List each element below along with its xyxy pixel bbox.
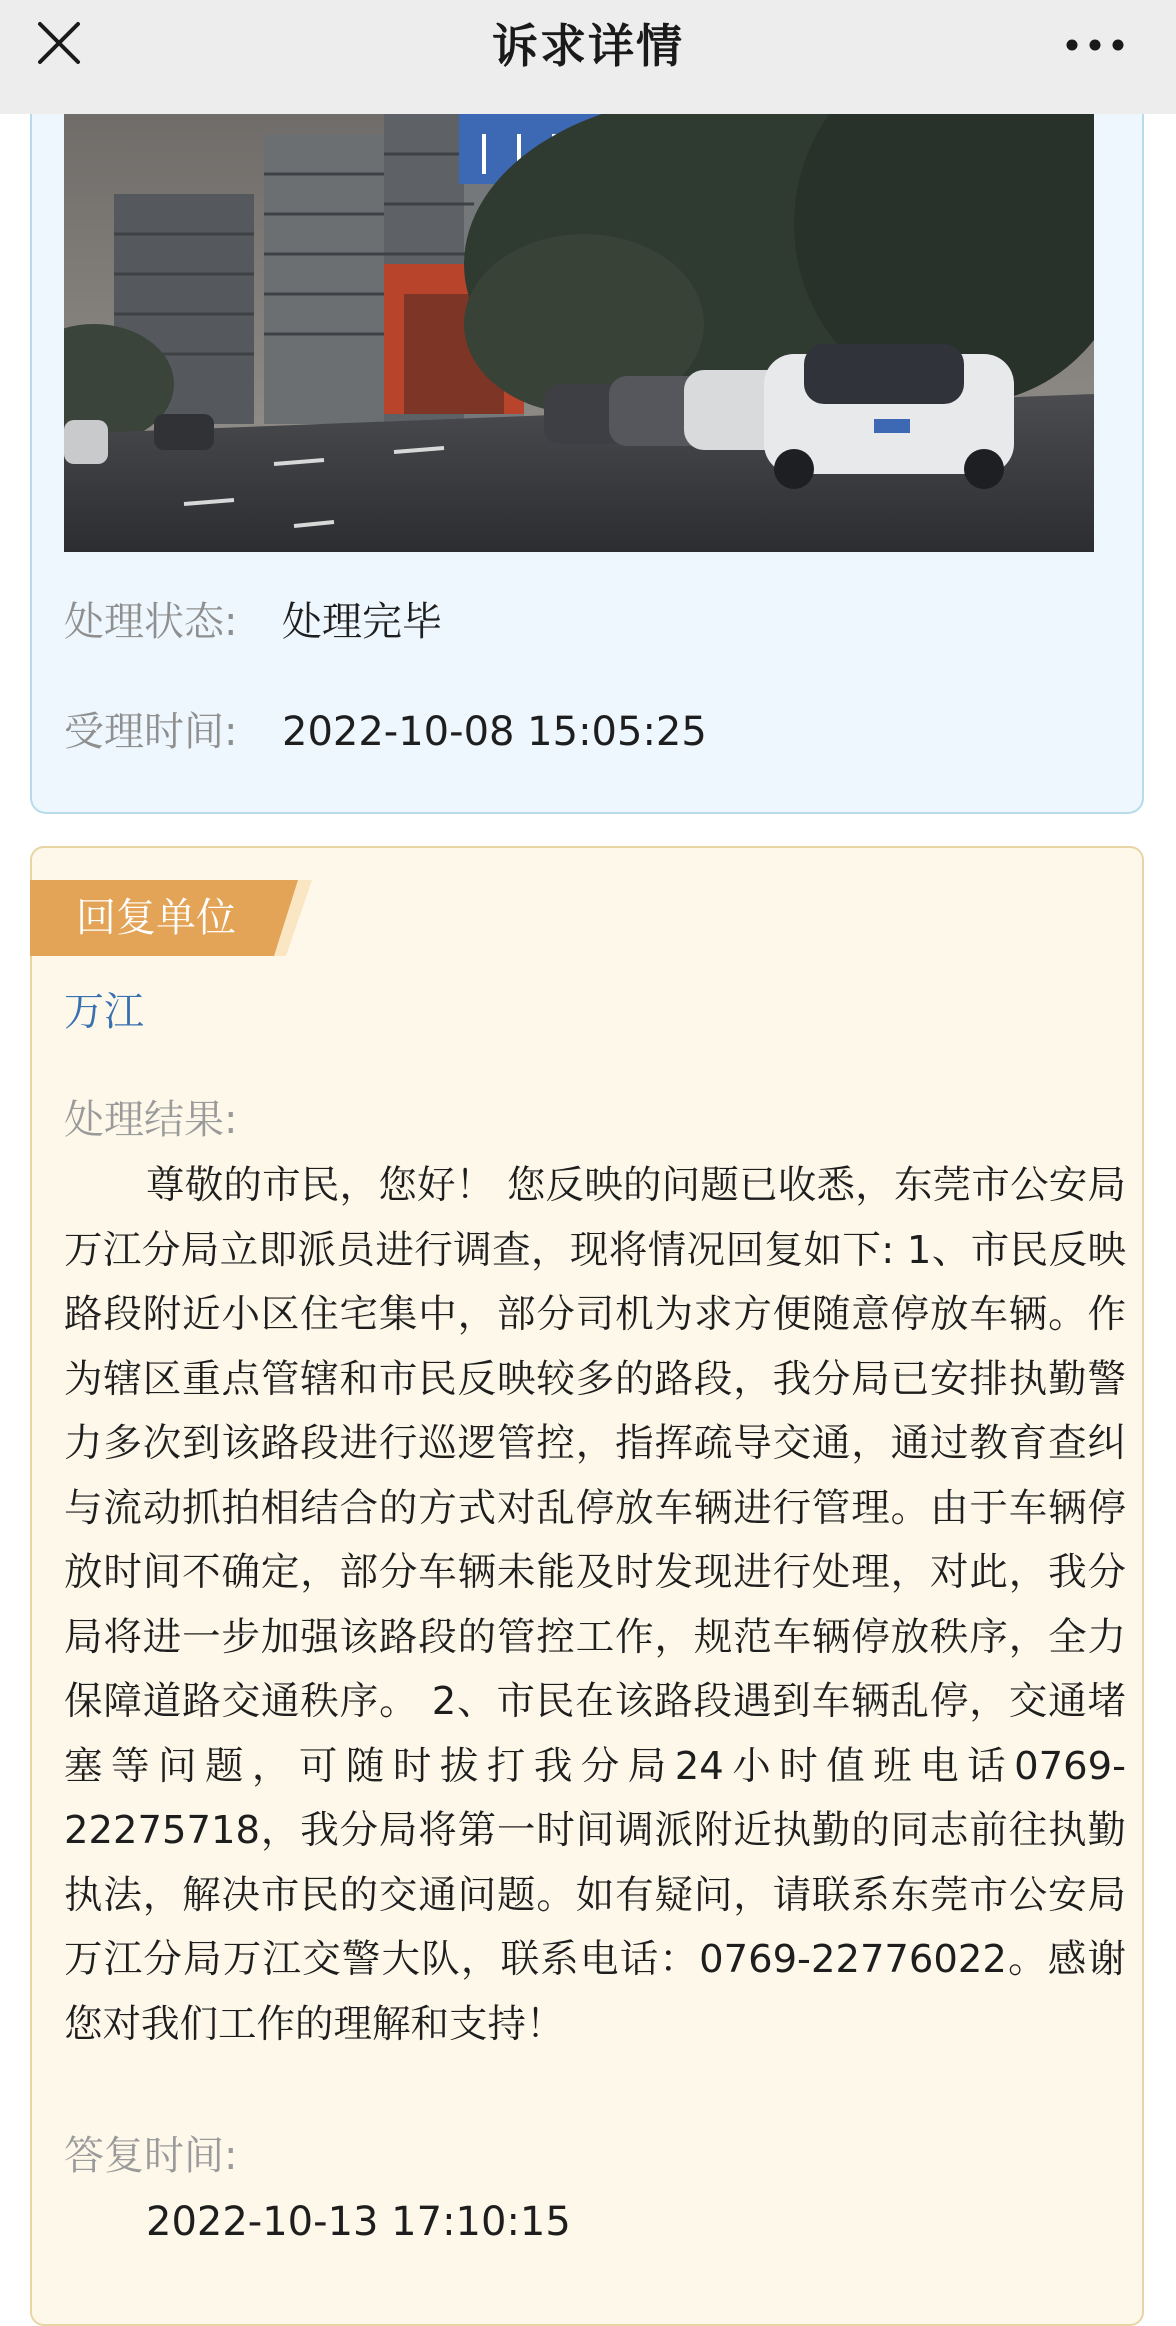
reply-time-label: 答复时间: xyxy=(64,2133,238,2179)
reply-unit-tab-label: 回复单位 xyxy=(76,895,236,941)
status-value: 处理完毕 xyxy=(282,599,442,645)
request-info-card xyxy=(30,114,1144,814)
accept-time-label: 受理时间: xyxy=(64,709,238,755)
status-row xyxy=(64,592,442,652)
result-text: 尊敬的市民，您好！ 您反映的问题已收悉，东莞市公安局万江分局立即派员进行调查，现将情况回复如下: 1、市民反映路段附近小区住宅集中，部分司机为求方便随意停放车辆。作为辖区重点管辖和市民反映较多的路段，我分局已安排执勤警力多次到该路段进行巡逻管控，指挥疏导交通，通过教育查纠与流动抓拍相结合的方式对乱停放车辆进行管理。由于车辆停放时间不确定，部分车辆未能及时发现进行处理，对此，我分局将进一步加强该路段的管控工作，规范车辆停放秩序，全力保障道路交通秩序。 2、市民在该路段遇到车辆乱停，交通堵塞等问题，可随时拔打我分局24小时值班电话0769-22275718，我分局将第一时间调派附近执勤的同志前往执勤执法，解决市民的交通问题。如有疑问，请联系东莞市公安局万江分局万江交警大队，联系电话：0769-22776022。感谢您对我们工作的理解和支持！ xyxy=(64,1163,1126,2047)
reply-time-value: 2022-10-13 17:10:15 xyxy=(146,2199,571,2245)
result-label: 处理结果: xyxy=(64,1097,238,1143)
reply-unit-name: 万江 xyxy=(64,989,144,1035)
page-title: 诉求详情 xyxy=(492,19,684,73)
accept-time-value: 2022-10-08 15:05:25 xyxy=(282,709,707,755)
more-dots-icon[interactable] xyxy=(1062,30,1128,60)
status-label: 处理状态: xyxy=(64,599,238,645)
accept-time-row xyxy=(64,702,707,762)
top-navbar xyxy=(0,0,1176,114)
street-photo[interactable] xyxy=(64,114,1094,552)
reply-card xyxy=(30,846,1144,2326)
reply-unit-tab xyxy=(30,880,312,956)
